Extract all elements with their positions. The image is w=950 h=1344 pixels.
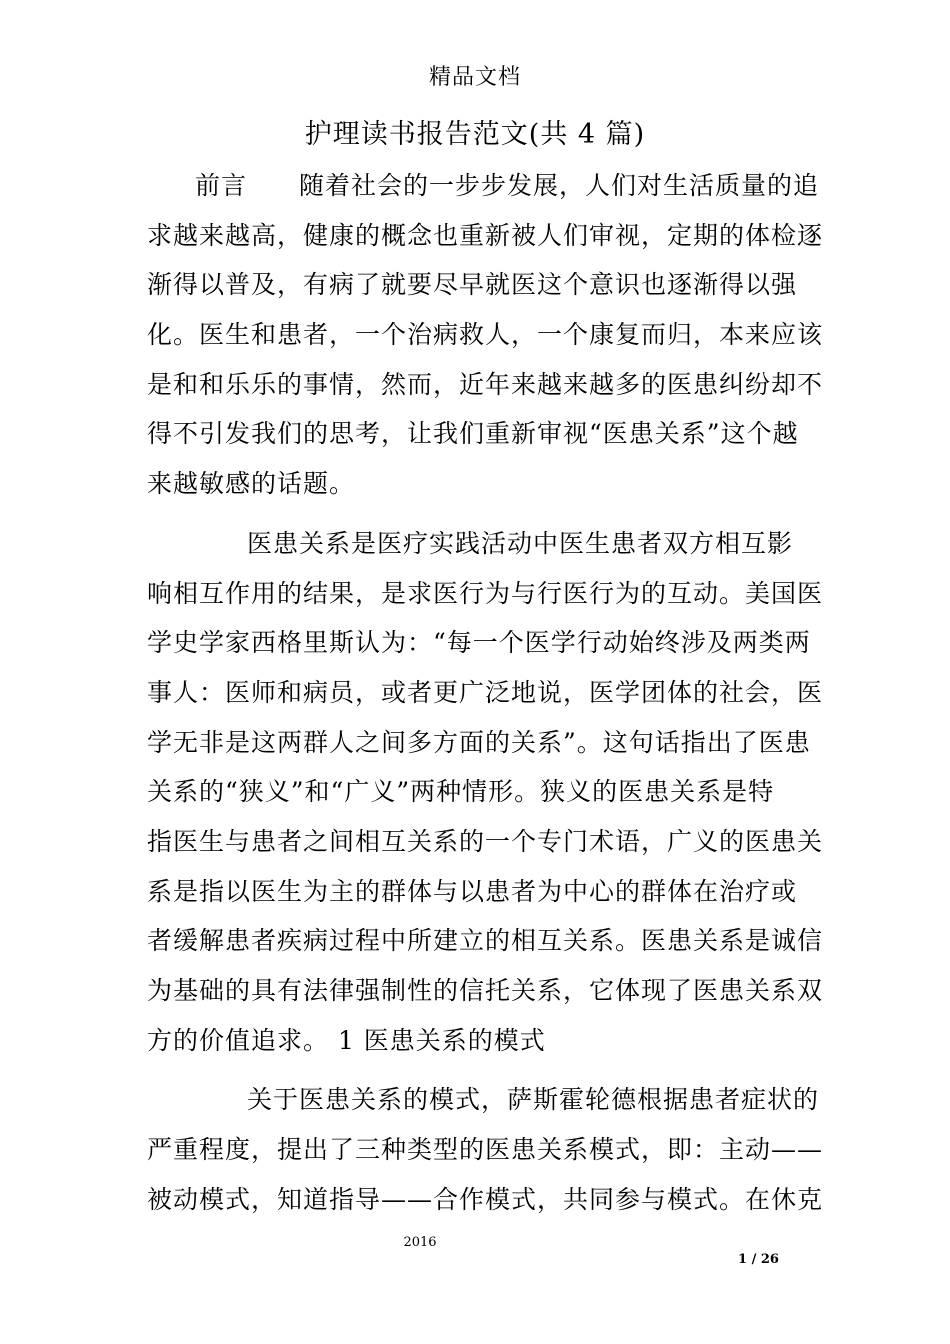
text-line: 事人：医师和病员，或者更广泛地说，医学团体的社会，医 bbox=[147, 677, 824, 707]
text-line: 方的价值追求。 1 医患关系的模式 bbox=[147, 1025, 546, 1055]
document-body bbox=[147, 168, 847, 1231]
text-line: 得不引发我们的思考，让我们重新审视“医患关系”这个越 bbox=[147, 419, 799, 449]
text-line: 渐得以普及，有病了就要尽早就医这个意识也逐渐得以强 bbox=[147, 270, 798, 300]
text-line: 关于医患关系的模式，萨斯霍轮德根据患者症状的 bbox=[247, 1085, 820, 1115]
text-line: 化。医生和患者，一个治病救人，一个康复而归，本来应该 bbox=[147, 320, 824, 350]
text-line: 学史学家西格里斯认为：“每一个医学行动始终涉及两类两 bbox=[147, 628, 811, 658]
text-line: 为基础的具有法律强制性的信托关系，它体现了医患关系双 bbox=[147, 976, 824, 1005]
text-line: 前言 随着社会的一步步发展，人们对生活质量的追 bbox=[195, 171, 820, 200]
text-line: 严重程度，提出了三种类型的医患关系模式，即：主动—— bbox=[147, 1135, 824, 1165]
text-line: 求越来越高，健康的概念也重新被人们审视，定期的体检逐 bbox=[147, 220, 824, 250]
text-line: 关系的“狭义”和“广义”两种情形。狭义的医患关系是特 bbox=[147, 777, 775, 807]
document-title: 护理读书报告范文(共 4 篇) bbox=[304, 119, 646, 150]
text-line: 指医生与患者之间相互关系的一个专门术语，广义的医患关 bbox=[147, 826, 824, 856]
text-line: 学无非是这两群人之间多方面的关系”。这句话指出了医患 bbox=[147, 727, 811, 757]
text-line: 响相互作用的结果，是求医行为与行医行为的互动。美国医 bbox=[147, 578, 824, 608]
text-line: 医患关系是医疗实践活动中医生患者双方相互影 bbox=[247, 528, 794, 558]
text-line: 是和和乐乐的事情，然而，近年来越来越多的医患纠纷却不 bbox=[147, 369, 824, 399]
text-line: 来越敏感的话题。 bbox=[147, 469, 356, 499]
text-line: 系是指以医生为主的群体与以患者为中心的群体在治疗或 bbox=[147, 876, 798, 906]
page-header: 精品文档 bbox=[428, 65, 521, 90]
footer-year: 2016 bbox=[403, 1235, 437, 1250]
page-number: 1 / 26 bbox=[738, 1252, 779, 1267]
text-line: 被动模式，知道指导——合作模式，共同参与模式。在休克 bbox=[147, 1184, 824, 1214]
text-line: 者缓解患者疾病过程中所建立的相互关系。医患关系是诚信 bbox=[147, 926, 824, 956]
